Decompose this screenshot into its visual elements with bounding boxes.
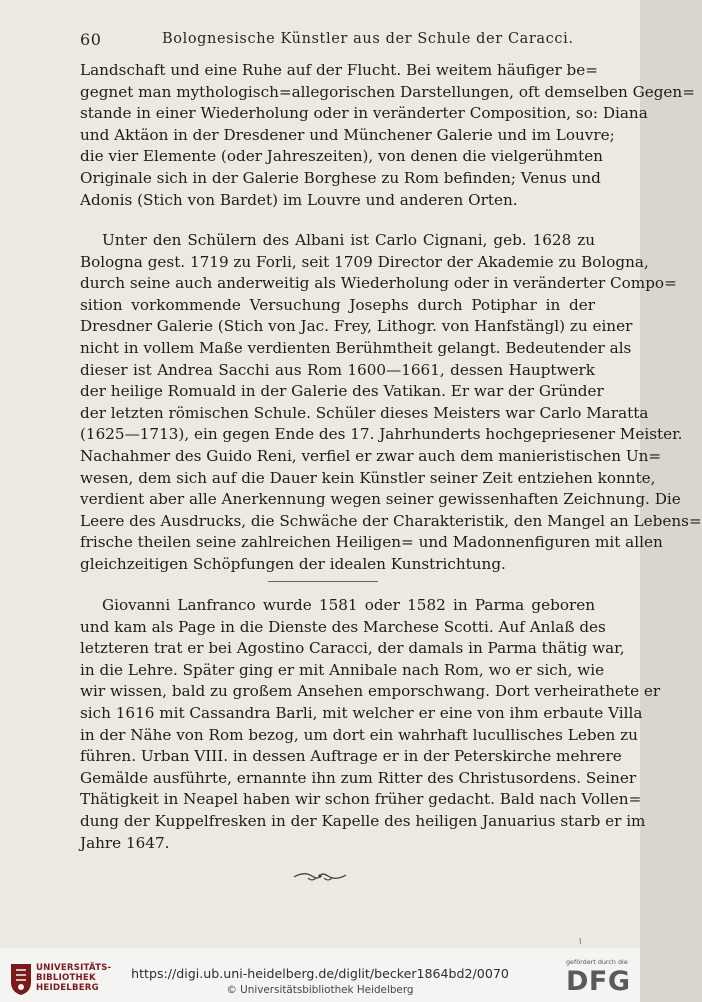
library-name-line-2: BIBLIOTHEK	[36, 972, 96, 983]
text-line: führen. Urban VIII. in dessen Auftrage er in der Peterskirche mehrere	[80, 747, 622, 766]
text-line: Gemälde ausführte, ernannte ihn zum Ritter des Christusordens. Seiner	[80, 768, 637, 787]
text-line: sich 1616 mit Cassandra Barli, mit welcher er eine von ihm erbaute Villa	[80, 703, 643, 722]
text-line: Originale sich in der Galerie Borghese zu Rom befinden; Venus und	[80, 168, 601, 187]
section-divider	[268, 581, 378, 582]
text-line: Leere des Ausdrucks, die Schwäche der Charakteristik, den Mangel an Lebens=	[80, 511, 702, 530]
text-line: Jahre 1647.	[80, 833, 170, 852]
text-line: durch seine auch anderweitig als Wiederholung oder in veränderter Compo=	[80, 274, 677, 293]
funding-note: gefördert durch die	[566, 958, 628, 966]
text-line: Nachahmer des Guido Reni, verfiel er zwar auch dem manieristischen Un=	[80, 446, 662, 465]
viewer-footer	[0, 948, 640, 1002]
tailpiece-ornament-icon	[290, 868, 350, 884]
page-number: 60	[80, 30, 102, 49]
library-name-line-1: UNIVERSITÄTS-	[36, 963, 112, 973]
text-line: in die Lehre. Später ging er mit Annibale nach Rom, wo er sich, wie	[80, 660, 605, 679]
text-line: Bologna gest. 1719 zu Forli, seit 1709 Director der Akademie zu Bologna,	[80, 252, 649, 271]
paragraph-3	[80, 595, 661, 854]
dfg-logo[interactable]	[566, 958, 636, 998]
text-line: gegnet man mythologisch=allegorischen Darstellungen, oft demselben Gegen=	[80, 82, 695, 101]
funder-wordmark: DFG	[566, 966, 631, 997]
text-line: gleichzeitigen Schöpfungen der idealen Kunstrichtung.	[80, 554, 506, 573]
text-line: nicht in vollem Maße verdienten Berühmtheit gelangt. Bedeutender als	[80, 338, 632, 357]
text-line: wesen, dem sich auf die Dauer kein Künstler seiner Zeit entziehen konnte,	[80, 468, 656, 487]
text-line: Unter den Schülern des Albani ist Carlo Cignani, geb. 1628 zu	[102, 231, 595, 249]
text-line: und Aktäon in der Dresdener und Münchener Galerie und im Louvre;	[80, 125, 615, 144]
text-line: (1625—1713), ein gegen Ende des 17. Jahrhunderts hochgepriesener Meister.	[80, 425, 683, 444]
text-line: Landschaft und eine Ruhe auf der Flucht. Bei weitem häufiger be=	[80, 61, 598, 79]
text-line: wir wissen, bald zu großem Ansehen emporschwang. Dort verheirathete er	[80, 682, 661, 701]
copyright-notice: © Universitätsbibliothek Heidelberg	[226, 984, 414, 996]
paragraph-1	[80, 60, 695, 211]
text-line: die vier Elemente (oder Jahreszeiten), von denen die vielgerühmten	[80, 147, 603, 166]
text-line: verdient aber alle Anerkennung wegen seiner gewissenhaften Zeichnung. Die	[80, 490, 681, 509]
text-line: frische theilen seine zahlreichen Heiligen= und Madonnenfiguren mit allen	[80, 533, 663, 552]
text-line: sition vorkommende Versuchung Josephs durch Potiphar in der	[80, 295, 595, 314]
paragraph-2	[80, 230, 702, 576]
text-line: letzteren trat er bei Agostino Caracci, der damals in Parma thätig war,	[80, 639, 625, 658]
permalink-url[interactable]: https://digi.ub.uni-heidelberg.de/diglit/becker1864bd2/0070	[131, 966, 509, 981]
page-header	[80, 30, 600, 52]
text-line: dieser ist Andrea Sacchi aus Rom 1600—1661, dessen Hauptwerk	[80, 360, 595, 379]
text-line: in der Nähe von Rom bezog, um dort ein wahrhaft lucullisches Leben zu	[80, 725, 638, 744]
text-line: der heilige Romuald in der Galerie des Vatikan. Er war der Gründer	[80, 382, 604, 401]
running-head: Bolognesische Künstler aus der Schule der Caracci.	[162, 31, 574, 47]
text-line: und kam als Page in die Dienste des Marchese Scotti. Auf Anlaß des	[80, 617, 606, 636]
text-line: stande in einer Wiederholung oder in veränderter Composition, so: Diana	[80, 104, 648, 123]
text-line: der letzten römischen Schule. Schüler dieses Meisters war Carlo Maratta	[80, 403, 649, 422]
library-name-line-3: HEIDELBERG	[36, 982, 99, 993]
text-line: Dresdner Galerie (Stich von Jac. Frey, Lithogr. von Hanfstängl) zu einer	[80, 317, 633, 336]
page-blemish-mark	[578, 938, 582, 944]
text-line: dung der Kuppelfresken in der Kapelle des heiligen Januarius starb er im	[80, 811, 646, 830]
text-line: Giovanni Lanfranco wurde 1581 oder 1582 in Parma geboren	[102, 596, 595, 614]
text-line: Adonis (Stich von Bardet) im Louvre und anderen Orten.	[80, 190, 518, 209]
text-line: Thätigkeit in Neapel haben wir schon früher gedacht. Bald nach Vollen=	[80, 790, 642, 809]
